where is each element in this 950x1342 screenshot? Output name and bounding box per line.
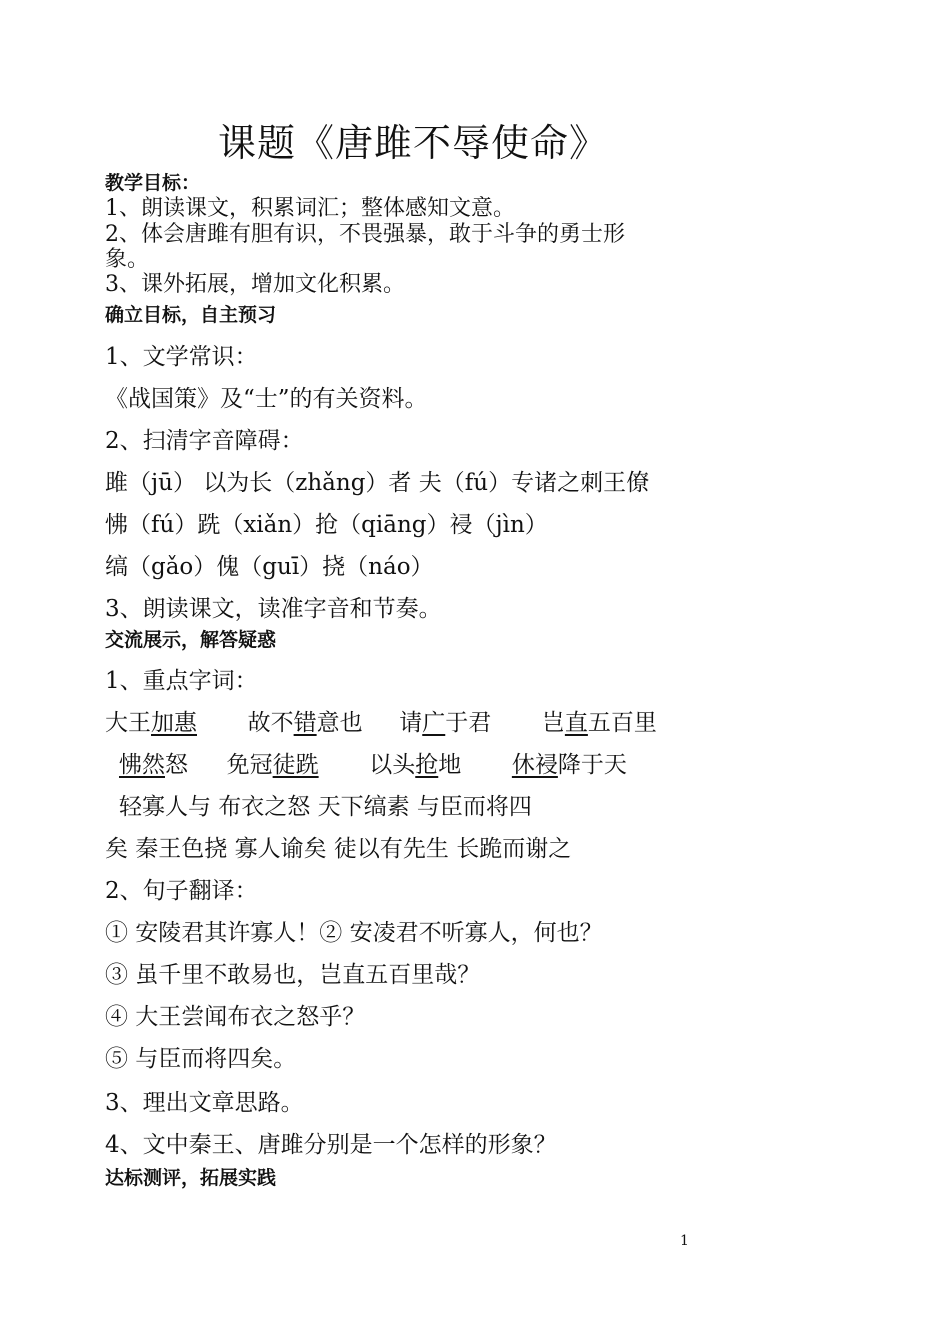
word-phrase: 免冠徒跣 bbox=[226, 752, 319, 778]
word-phrase: 请广于君 bbox=[399, 710, 492, 736]
page-number: 1 bbox=[680, 1233, 689, 1249]
preview-line: 2、扫清字音障碍： bbox=[105, 428, 304, 454]
objective-item: 象。 bbox=[105, 247, 150, 272]
pronunciation-line: 雎（jū） 以为长（zhǎng）者 夫（fú）专诸之刺王僚 bbox=[105, 470, 650, 496]
word-phrase: 岂直五百里 bbox=[541, 710, 657, 736]
preview-line: 《战国策》及“士”的有关资料。 bbox=[105, 386, 428, 412]
section-heading-discussion: 交流展示，解答疑惑 bbox=[105, 629, 277, 651]
pronunciation-line: 缟（gǎo）傀（guī）挠（náo） bbox=[105, 554, 434, 580]
section-heading-preview: 确立目标，自主预习 bbox=[105, 304, 277, 326]
page-title: 课题《唐雎不辱使命》 bbox=[218, 121, 609, 165]
task-line: 3、理出文章思路。 bbox=[105, 1090, 304, 1116]
key-words-line: 轻寡人与 布衣之怒 天下缟素 与臣而将四 bbox=[119, 794, 532, 820]
key-words-line bbox=[105, 746, 627, 779]
objectives-heading: 教学目标： bbox=[105, 172, 201, 194]
objective-item: 1、朗读课文，积累词汇；整体感知文意。 bbox=[105, 196, 515, 221]
translation-sentence: ① 安陵君其许寡人！② 安凌君不听寡人，何也？ bbox=[105, 920, 603, 946]
word-phrase: 怫然怒 bbox=[119, 752, 188, 778]
key-words-line bbox=[105, 704, 657, 737]
word-phrase: 故不错意也 bbox=[247, 710, 363, 736]
key-words-line: 矣 秦王色挠 寡人谕矣 徒以有先生 长跪而谢之 bbox=[105, 836, 572, 862]
word-phrase: 休祲降于天 bbox=[511, 752, 627, 778]
section-heading-assessment: 达标测评，拓展实践 bbox=[105, 1167, 277, 1189]
translation-sentence: ⑤ 与臣而将四矣。 bbox=[105, 1046, 297, 1072]
preview-line: 3、朗读课文，读准字音和节奏。 bbox=[105, 596, 442, 622]
task-line: 4、文中秦王、唐雎分别是一个怎样的形象？ bbox=[105, 1132, 557, 1158]
objective-item: 3、课外拓展，增加文化积累。 bbox=[105, 272, 405, 297]
objective-item: 2、体会唐雎有胆有识，不畏强暴，敢于斗争的勇士形 bbox=[105, 222, 625, 247]
preview-line: 1、文学常识： bbox=[105, 344, 258, 370]
pronunciation-line: 怫（fú）跣（xiǎn）抢（qiāng）祲（jìn） bbox=[105, 512, 548, 538]
translation-label: 2、句子翻译： bbox=[105, 878, 258, 904]
word-phrase: 大王加惠 bbox=[105, 710, 197, 736]
translation-sentence: ③ 虽千里不敢易也，岂直五百里哉？ bbox=[105, 962, 481, 988]
word-phrase: 以头抢地 bbox=[369, 752, 462, 778]
translation-sentence: ④ 大王尝闻布衣之怒乎？ bbox=[105, 1004, 366, 1030]
key-words-label: 1、重点字词： bbox=[105, 668, 258, 694]
